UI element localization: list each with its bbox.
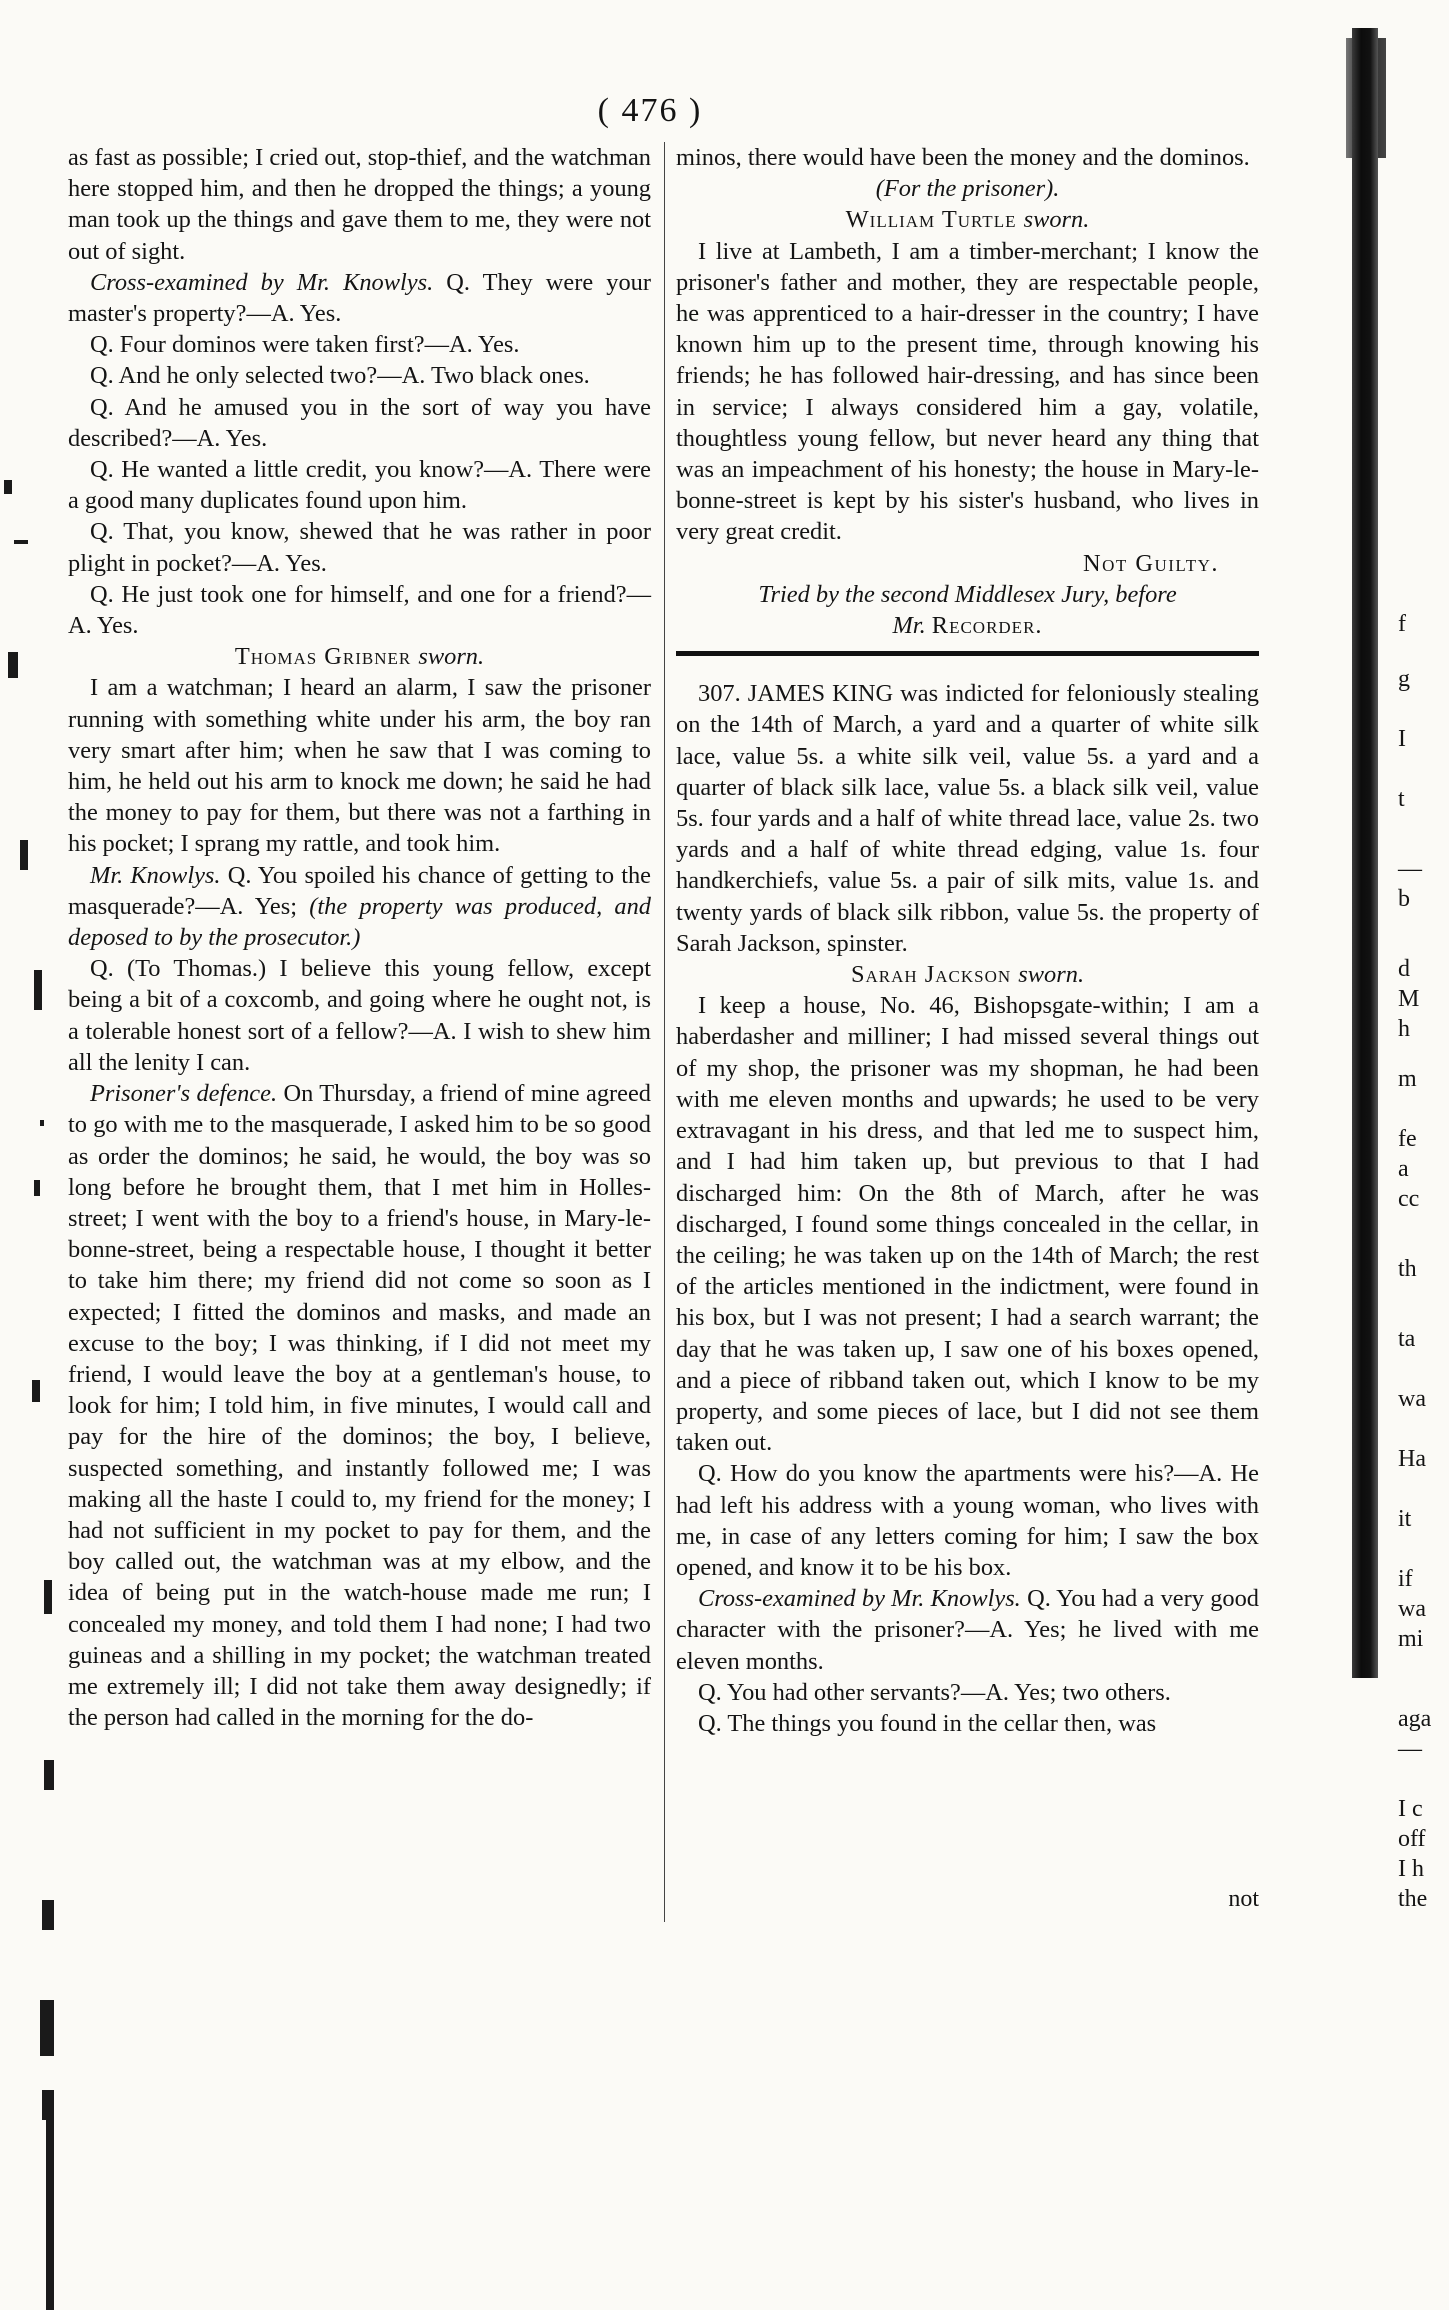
margin-fragment: ta (1398, 1326, 1416, 1352)
left-column (68, 142, 651, 1733)
binding-shadow (1352, 28, 1378, 1678)
qa-line: Q. You had other servants?—A. Yes; two others. (698, 1678, 1171, 1706)
margin-fragment: M (1398, 986, 1420, 1012)
catchword: not (1228, 1886, 1259, 1912)
verdict: Not Guilty. (1082, 549, 1219, 577)
defence-lead: Prisoner's defence. (90, 1080, 278, 1108)
witness-name: William Turtle (845, 206, 1017, 234)
witness-sworn: sworn. (1018, 961, 1085, 989)
case-separator-rule (676, 651, 1259, 656)
margin-fragment: fe (1398, 1126, 1417, 1152)
qa-line: Q. Four dominos were taken first?—A. Yes. (90, 331, 520, 359)
margin-fragment: g (1398, 666, 1410, 692)
margin-fragment: wa (1398, 1386, 1426, 1412)
cross-exam-lead: Cross-examined by Mr. Knowlys. (90, 268, 434, 296)
judge-name: Recorder. (931, 612, 1043, 640)
margin-fragment: cc (1398, 1186, 1420, 1212)
margin-fragment: mi (1398, 1626, 1424, 1652)
qa-line: Q. And he only selected two?—A. Two black ones. (90, 362, 590, 390)
margin-fragment: if (1398, 1566, 1413, 1592)
margin-fragment: the (1398, 1886, 1428, 1912)
qa-line: Q. He just took one for himself, and one for a friend?—A. Yes. (68, 580, 651, 640)
margin-fragment: t (1398, 786, 1405, 812)
margin-fragment: b (1398, 886, 1410, 912)
paragraph: minos, there would have been the money and the dominos. (676, 144, 1250, 171)
margin-fragment: I h (1398, 1856, 1424, 1882)
qa-text: Q. They were your master's property?—A. Yes. (68, 268, 651, 328)
qa-text: Q. You had a very good character with the prisoner?—A. Yes; he lived with me eleven months. (676, 1585, 1259, 1675)
case-number: 307. (698, 680, 741, 708)
defendant-name: JAMES KING (747, 680, 894, 708)
margin-fragment: aga (1398, 1706, 1432, 1732)
witness-sworn: sworn. (418, 643, 485, 671)
witness-name: Sarah Jackson (850, 961, 1012, 989)
court-note: (the property was produced, and deposed to by the prosecutor.) (68, 892, 651, 952)
page-number: ( 476 ) (597, 92, 703, 129)
column-divider (664, 142, 665, 1922)
paragraph: as fast as possible; I cried out, stop-thief, and the watchman here stopped him, and then he dropped the things; a young man took up the things and gave them to me, they were not out of sight. (68, 144, 651, 265)
cross-exam-lead: Cross-examined by Mr. Knowlys. (698, 1585, 1021, 1613)
witness-name: Thomas Gribner (234, 643, 412, 671)
tried-line-judge: Mr. Recorder. (892, 612, 1043, 640)
margin-fragment: a (1398, 1156, 1409, 1182)
testimony: I live at Lambeth, I am a timber-merchant; I know the prisoner's father and mother, they are respectable people, he was apprenticed to a hair-dresser in the country; I have known him up to the present time, through knowing his friends; he has followed hair-dressing, and has since been in service; I always considered him a gay, volatile, thoughtless young fellow, but never heard any thing that was an impeachment of his honesty; the house in Mary-le-bonne-street is kept by his sister's husband, who lives in very great credit. (676, 237, 1259, 546)
qa-line: Q. He wanted a little credit, you know?—A. There were a good many duplicates found upon him. (68, 456, 651, 515)
margin-fragment: th (1398, 1256, 1417, 1282)
margin-fragment: — (1398, 856, 1422, 882)
margin-fragment: it (1398, 1506, 1412, 1532)
testimony: I am a watchman; I heard an alarm, I saw the prisoner running with something white under his arm, the boy ran very smart after him; when he saw that I was coming to him, he held out his arm to knock me down; he said he had the money to pay for them, but there was not a farthing in his pocket; I sprang my rattle, and took him. (68, 674, 651, 858)
margin-fragment: d (1398, 956, 1410, 982)
case-indictment (676, 678, 1259, 959)
qa-line: Q. The things you found in the cellar then, was (698, 1709, 1157, 1737)
margin-fragment: wa (1398, 1596, 1426, 1622)
witness-heading (676, 204, 1259, 235)
catchword-row (676, 1886, 1259, 1913)
qa-line (68, 860, 651, 954)
scan-left-edge-marks (4, 300, 52, 2010)
cross-examination (676, 1583, 1259, 1677)
examiner-lead: Mr. Knowlys. (90, 861, 221, 889)
adjacent-page-fragments (1398, 610, 1446, 2010)
margin-fragment: f (1398, 611, 1406, 637)
indictment-text: was indicted for feloniously stealing on the 14th of March, a yard and a quarter of white silk lace, value 5s. a white silk veil, value 5s. a yard and a quarter of black silk lace, value 5s. a black silk veil, value 5s. four yards and a half of white thread lace, value 2s. two yards and a half of white thread edging, value 1s. four handkerchiefs, value 5s. a pair of silk mits, value 1s. and twenty yards of black silk ribbon, value 5s. the property of Sarah Jackson, spinster. (676, 680, 1259, 957)
margin-fragment: off (1398, 1826, 1426, 1852)
prisoner-defence (68, 1078, 651, 1733)
qa-line: Q. That, you know, shewed that he was rather in poor plight in pocket?—A. Yes. (68, 518, 651, 577)
qa-text: Q. You spoiled his chance of getting to the masquerade?—A. Yes; (68, 861, 651, 920)
tried-line: Tried by the second Middlesex Jury, before (758, 580, 1177, 608)
witness-heading (676, 959, 1259, 990)
margin-fragment: — (1398, 1736, 1422, 1762)
right-column (676, 142, 1259, 1739)
margin-fragment: Ha (1398, 1446, 1426, 1472)
qa-line: Q. And he amused you in the sort of way you have described?—A. Yes. (68, 393, 651, 452)
margin-fragment: m (1398, 1066, 1417, 1092)
qa-line: Q. How do you know the apartments were his?—A. He had left his address with a young woman, who lives with me, in case of any letters coming for him; I saw the box opened, and know it to be his box. (676, 1460, 1259, 1581)
margin-fragment: h (1398, 1016, 1410, 1042)
qa-text: I believe this young fellow, except being a bit of a coxcomb, and going where he ought not, is a tolerable honest sort of a fellow?—A. I wish to shew him all the lenity I can. (68, 955, 652, 1076)
witness-heading (68, 641, 651, 672)
for-prisoner-heading: (For the prisoner). (875, 175, 1060, 203)
margin-fragment: I (1398, 726, 1406, 752)
witness-sworn: sworn. (1023, 206, 1090, 234)
qa-lead: Q. (To Thomas.) (90, 955, 267, 983)
testimony: I keep a house, No. 46, Bishopsgate-within; I am a haberdasher and milliner; I had missed several things out of my shop, the prisoner was my shopman, he had been with me eleven months and upwards; he used to be very extravagant in his dress, and that led me to suspect him, and I had him taken up, but previous to that I had discharged him: On the 8th of March, after he was discharged, I found some things concealed in the cellar, in the ceiling; he was taken up on the 14th of March; the rest of the articles mentioned in the indictment, were found in his box, but I was not present; I had a search warrant; the day that he was taken up, I saw one of his boxes opened, and a piece of ribband taken out, which I know to be my property, and some pieces of lace, but I did not see them taken out. (676, 992, 1259, 1457)
margin-fragment: I c (1398, 1796, 1423, 1822)
qa-line (68, 953, 651, 1078)
defence-text: On Thursday, a friend of mine agreed to go with me to the masquerade, I asked him to be so good as order the dominos; he said, he would, the boy was so long before he brought them, that I met him in Holles-street; I went with the boy to a friend's house, in Mary-le-bonne-street, being a respectable house, I thought it better to take him there; my friend did not come so soon as I expected; I fitted the dominos and masks, and made an excuse to the boy; I was thinking, if I did not meet my friend, I would leave the boy at a gentleman's house, to look for him; I told him, in five minutes, I would call and pay for the hire of the dominos; the boy, I believe, suspected something, and instantly followed me; I was making all the haste I could to, my friend for the money; I had not sufficient in my pocket to pay for them, and the boy called out, the watchman was at my elbow, and the idea of being put in the watch-house made me run; I concealed my money, and told them I had none; I had two guineas and a shilling in my pocket; the watchman treated me extremely ill; I did not take them away designedly; if the person had called in the morning for the do- (68, 1080, 651, 1732)
cross-examination (68, 267, 651, 329)
